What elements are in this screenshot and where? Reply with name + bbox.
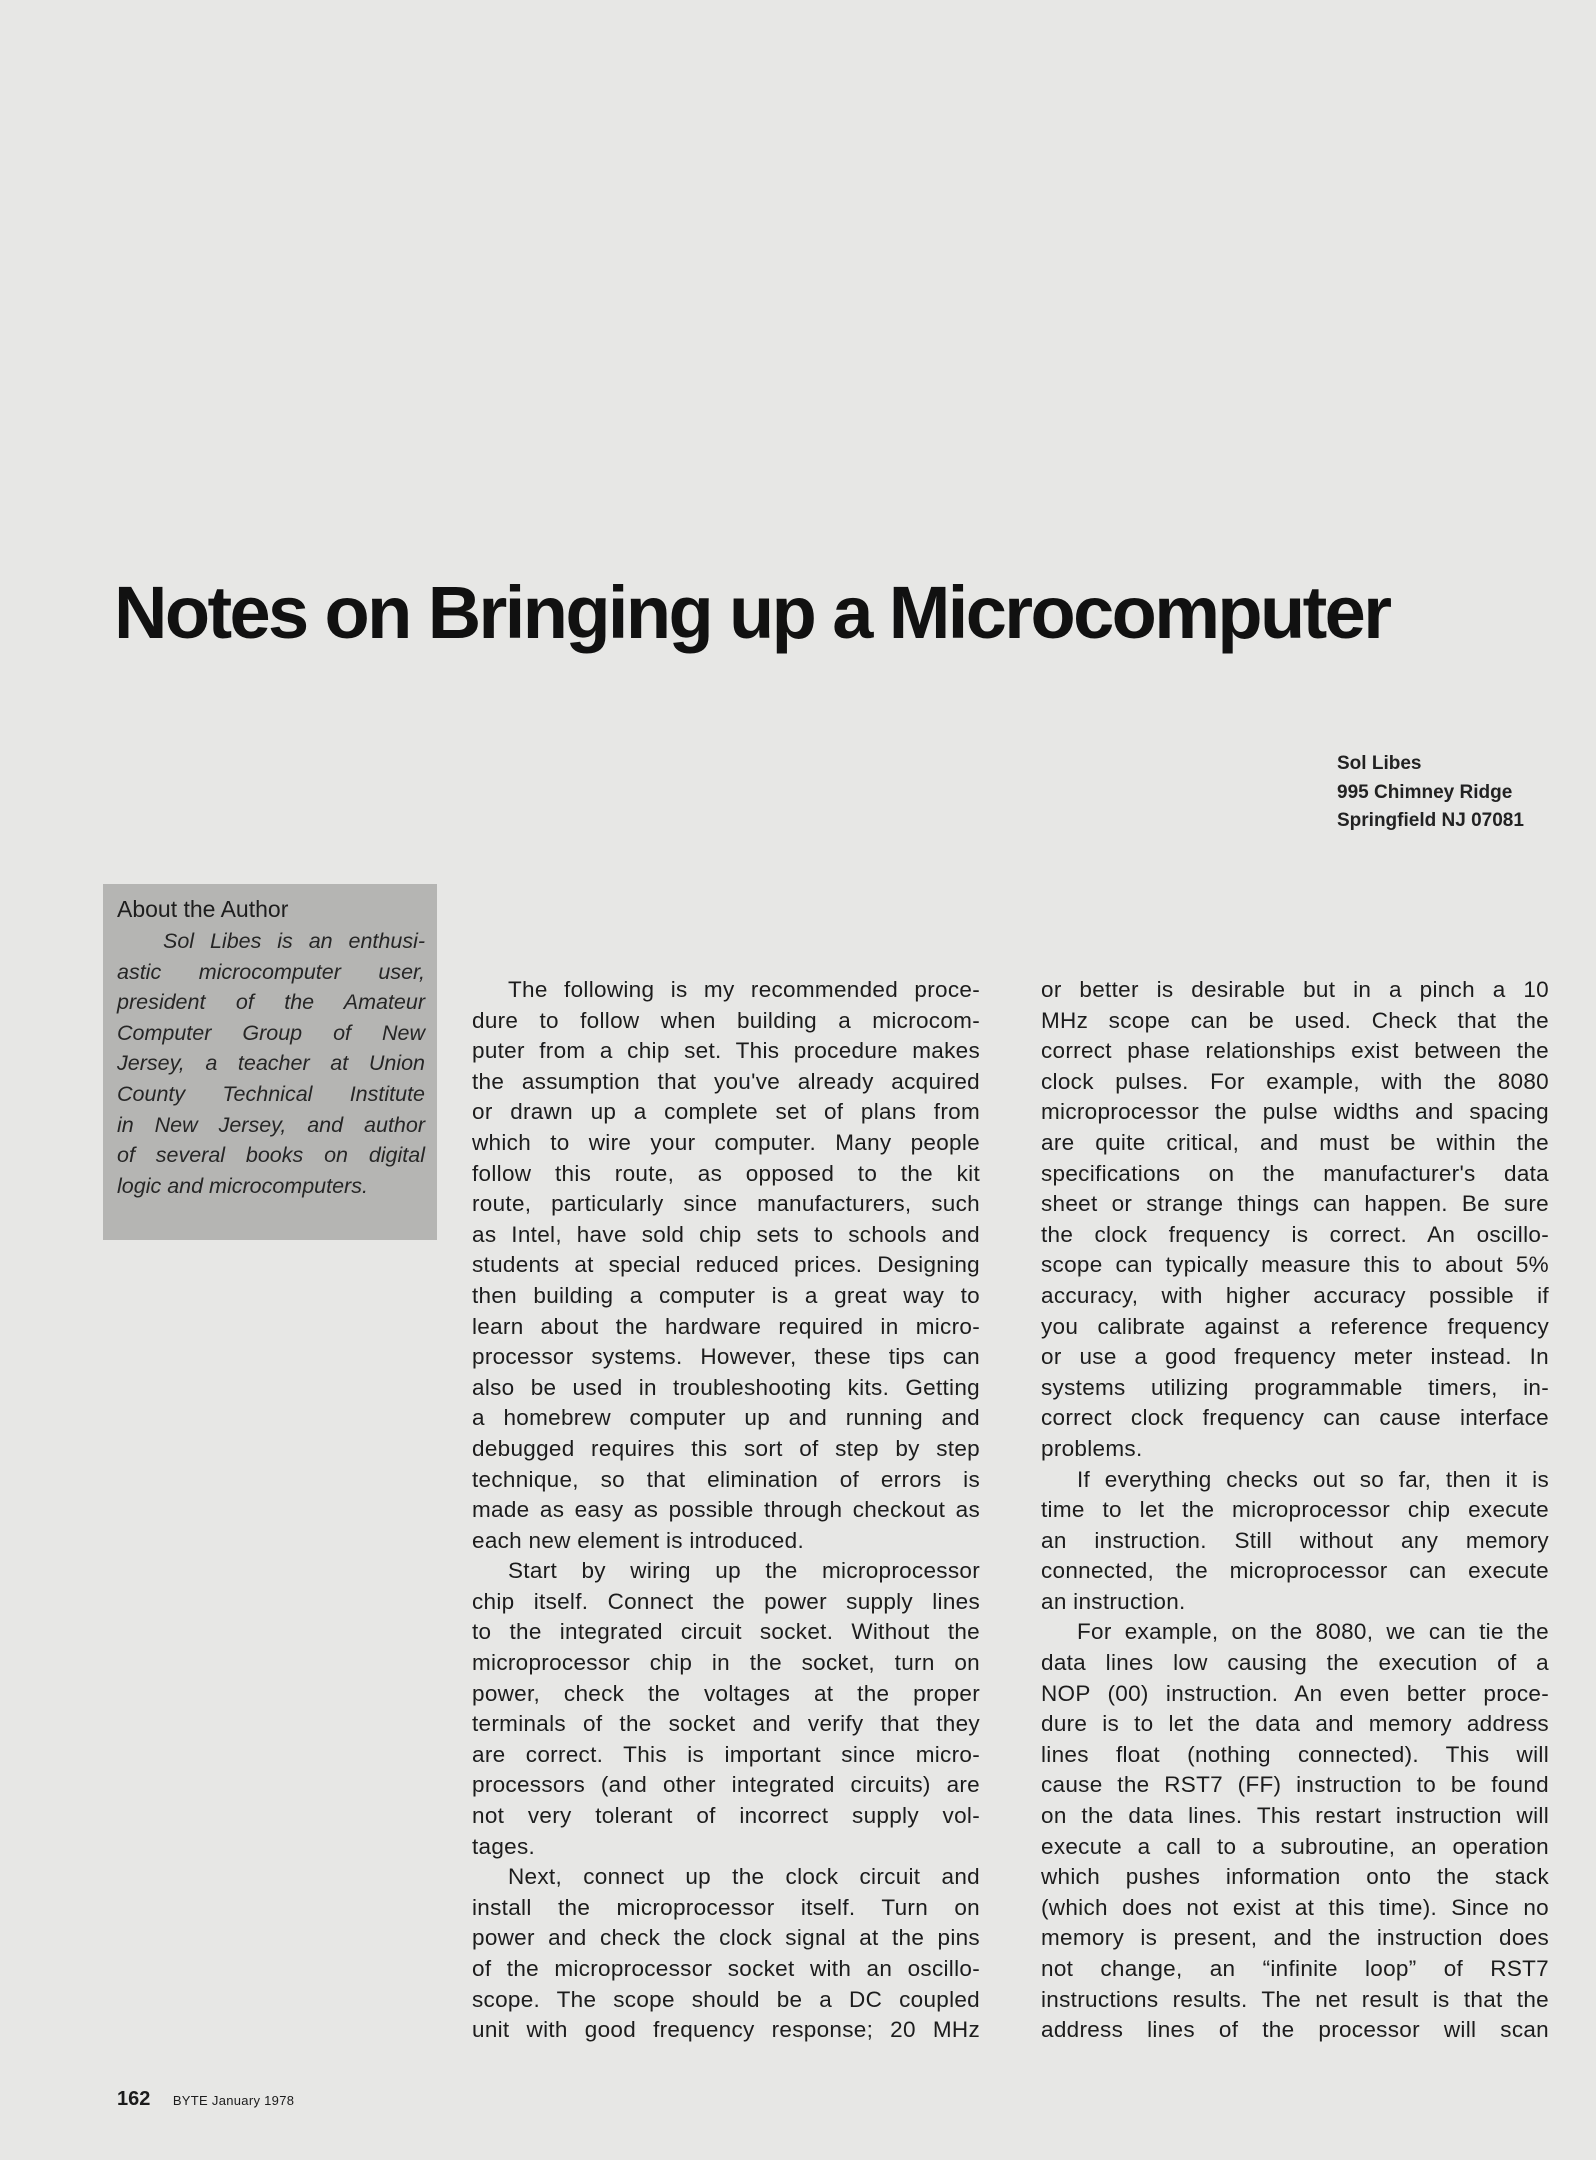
- text-line: connected, the microprocessor can execute: [1041, 1558, 1549, 1584]
- text-line: or better is desirable but in a pinch a 10: [1041, 977, 1549, 1002]
- text-line: accuracy, with higher accuracy possible if: [1041, 1282, 1549, 1308]
- text-line: instructions results. The net result is that the: [1041, 1986, 1549, 2012]
- text-line: address lines of the processor will scan: [1041, 2017, 1549, 2043]
- text-line: which to wire your computer. Many people: [472, 1129, 980, 1155]
- text-line: power, check the voltages at the proper: [472, 1680, 980, 1706]
- text-line: time to let the microprocessor chip execute: [1041, 1497, 1549, 1523]
- text-line: then building a computer is a great way to: [472, 1282, 980, 1308]
- text-line: logic and microcomputers.: [117, 1173, 368, 1198]
- text-line: If everything checks out so far, then it is: [1077, 1466, 1549, 1492]
- author-street: 995 Chimney Ridge: [1337, 781, 1513, 803]
- text-line: as Intel, have sold chip sets to schools and: [472, 1221, 980, 1247]
- text-line: (which does not exist at this time). Since no: [1041, 1894, 1549, 1920]
- text-line: a homebrew computer up and running and: [472, 1405, 980, 1431]
- text-line: Start by wiring up the microprocessor: [508, 1558, 980, 1584]
- text-line: County Technical Institute: [117, 1081, 425, 1106]
- author-name: Sol Libes: [1337, 753, 1422, 774]
- text-line: also be used in troubleshooting kits. Getting: [472, 1374, 980, 1400]
- text-line: The following is my recommended proce-: [508, 977, 980, 1002]
- text-line: of the microprocessor socket with an oscillo-: [472, 1956, 980, 1981]
- text-line: Computer Group of New: [117, 1020, 425, 1045]
- text-line: on the data lines. This restart instruction will: [1041, 1803, 1549, 1829]
- text-line: debugged requires this sort of step by step: [472, 1435, 980, 1461]
- text-line: memory is present, and the instruction does: [1041, 1925, 1549, 1951]
- text-column-left: [472, 975, 980, 2046]
- text-line: technique, so that elimination of errors is: [472, 1466, 980, 1492]
- text-line: you calibrate against a reference frequency: [1041, 1313, 1549, 1339]
- text-line: processor systems. However, these tips can: [472, 1344, 980, 1370]
- magazine-issue: BYTE January 1978: [172, 2093, 295, 2108]
- text-line: puter from a chip set. This procedure makes: [472, 1038, 980, 1064]
- text-line: microprocessor the pulse widths and spacing: [1041, 1099, 1549, 1125]
- text-line: scope. The scope should be a DC coupled: [472, 1986, 980, 2012]
- about-heading: About the Author: [117, 896, 289, 922]
- text-line: dure to follow when building a microcom-: [472, 1007, 980, 1033]
- text-line: chip itself. Connect the power supply lines: [472, 1588, 980, 1614]
- text-line: tages.: [472, 1833, 536, 1859]
- text-line: which pushes information onto the stack: [1041, 1864, 1549, 1890]
- author-city: Springfield NJ 07081: [1337, 810, 1524, 831]
- text-line: data lines low causing the execution of a: [1041, 1650, 1549, 1676]
- text-line: an instruction.: [1041, 1588, 1186, 1614]
- text-line: to the integrated circuit socket. Without the: [472, 1619, 980, 1645]
- text-line: in New Jersey, and author: [117, 1112, 425, 1137]
- text-line: the clock frequency is correct. An oscillo-: [1041, 1221, 1549, 1247]
- text-line: clock pulses. For example, with the 8080: [1041, 1068, 1549, 1094]
- text-line: students at special reduced prices. Designing: [472, 1252, 980, 1278]
- about-text: [117, 926, 425, 1201]
- text-line: For example, on the 8080, we can tie the: [1077, 1619, 1549, 1645]
- text-line: terminals of the socket and verify that they: [472, 1711, 980, 1737]
- text-line: not very tolerant of incorrect supply vol-: [472, 1803, 980, 1829]
- page-footer: [117, 2088, 294, 2111]
- page-number: 162: [117, 2088, 151, 2110]
- text-line: made as easy as possible through checkout as: [472, 1497, 980, 1523]
- text-line: Next, connect up the clock circuit and: [508, 1864, 980, 1890]
- text-line: dure is to let the data and memory address: [1041, 1711, 1549, 1737]
- text-line: astic microcomputer user,: [117, 959, 425, 984]
- text-line: processors (and other integrated circuits) are: [472, 1772, 980, 1798]
- text-column-right: [1041, 975, 1549, 2046]
- text-line: each new element is introduced.: [472, 1527, 804, 1553]
- text-line: NOP (00) instruction. An even better proce-: [1041, 1680, 1549, 1706]
- text-line: follow this route, as opposed to the kit: [472, 1160, 980, 1186]
- text-line: MHz scope can be used. Check that the: [1041, 1007, 1549, 1033]
- text-line: power and check the clock signal at the pins: [472, 1925, 980, 1951]
- text-line: correct phase relationships exist between the: [1041, 1038, 1549, 1064]
- text-line: correct clock frequency can cause interface: [1041, 1405, 1549, 1431]
- text-line: Jersey, a teacher at Union: [117, 1051, 425, 1076]
- text-line: learn about the hardware required in micro-: [472, 1313, 980, 1339]
- article-title: Notes on Bringing up a Microcomputer: [114, 570, 1390, 654]
- text-line: not change, an “infinite loop” of RST7: [1041, 1956, 1549, 1981]
- text-line: install the microprocessor itself. Turn on: [472, 1894, 980, 1920]
- text-line: problems.: [1041, 1435, 1143, 1461]
- text-line: scope can typically measure this to about 5%: [1041, 1252, 1549, 1278]
- text-line: are correct. This is important since micro-: [472, 1741, 980, 1767]
- text-line: of several books on digital: [117, 1143, 425, 1168]
- text-line: microprocessor chip in the socket, turn on: [472, 1650, 980, 1676]
- text-line: president of the Amateur: [117, 990, 425, 1015]
- text-line: sheet or strange things can happen. Be sure: [1041, 1191, 1549, 1217]
- text-line: unit with good frequency response; 20 MHz: [472, 2017, 980, 2043]
- text-line: systems utilizing programmable timers, in-: [1041, 1374, 1549, 1400]
- about-the-author-box: [103, 884, 437, 1240]
- text-line: the assumption that you've already acquired: [472, 1068, 980, 1094]
- author-address: [1337, 750, 1524, 836]
- text-line: specifications on the manufacturer's data: [1041, 1160, 1549, 1186]
- text-line: Sol Libes is an enthusi-: [163, 929, 425, 953]
- text-line: or use a good frequency meter instead. In: [1041, 1344, 1549, 1370]
- text-line: lines float (nothing connected). This will: [1041, 1741, 1549, 1767]
- text-line: execute a call to a subroutine, an operation: [1041, 1833, 1549, 1859]
- text-line: cause the RST7 (FF) instruction to be found: [1041, 1772, 1549, 1798]
- text-line: an instruction. Still without any memory: [1041, 1527, 1549, 1553]
- text-line: are quite critical, and must be within the: [1041, 1129, 1549, 1155]
- text-line: route, particularly since manufacturers, such: [472, 1191, 980, 1217]
- text-line: or drawn up a complete set of plans from: [472, 1099, 980, 1125]
